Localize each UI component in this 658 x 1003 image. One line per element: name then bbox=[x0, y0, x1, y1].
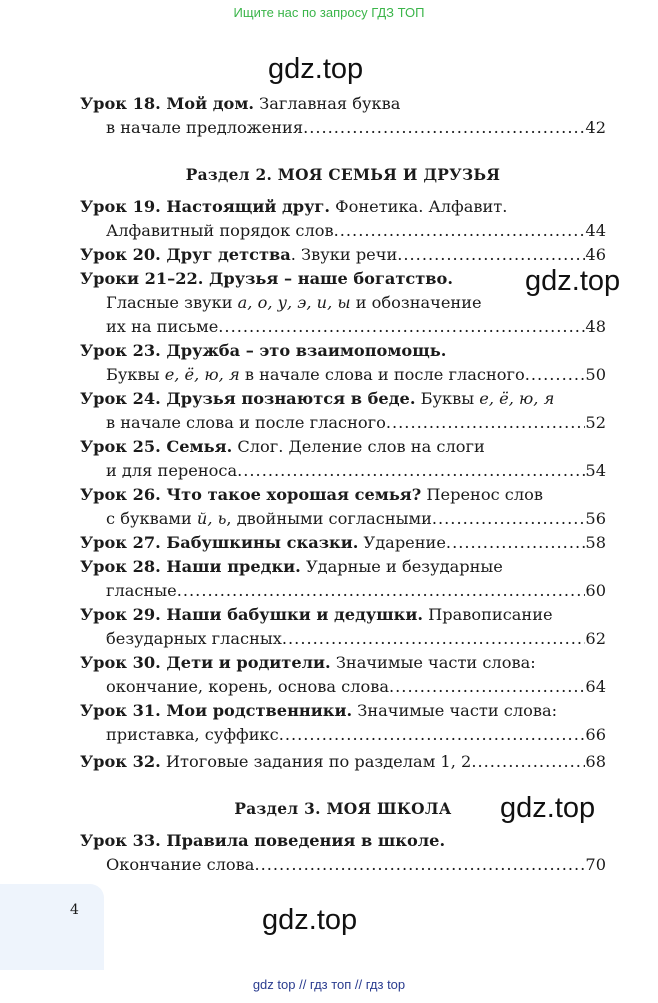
toc-line: Урок 18. Мой дом. Заглавная буква bbox=[80, 94, 401, 113]
page-ref: 48 bbox=[585, 317, 606, 336]
page-ref: 58 bbox=[585, 533, 606, 552]
page-ref: 68 bbox=[585, 752, 606, 771]
page-ref: 56 bbox=[585, 509, 606, 528]
toc-line[interactable]: в начале слова и после гласного ..... 52 bbox=[106, 411, 606, 435]
page-ref: 54 bbox=[585, 461, 606, 480]
toc-line[interactable]: Алфавитный порядок слов ..... 44 bbox=[106, 219, 606, 243]
page-ref: 46 bbox=[585, 245, 606, 264]
toc-line[interactable]: их на письме ..... 48 bbox=[106, 315, 606, 339]
toc-line[interactable]: Урок 27. Бабушкины сказки. Ударение ..... 58 bbox=[80, 531, 606, 555]
toc-line[interactable]: приставка, суффикс ..... 66 bbox=[106, 723, 606, 747]
page-ref: 44 bbox=[585, 221, 606, 240]
toc-line[interactable]: в начале предложения ..... 42 bbox=[106, 116, 606, 140]
page-ref: 66 bbox=[585, 725, 606, 744]
toc-line[interactable]: гласные ..... 60 bbox=[106, 579, 606, 603]
toc-line: Урок 26. Что такое хорошая семья? Перенос слов bbox=[80, 485, 543, 504]
page-corner bbox=[0, 884, 104, 970]
toc-line: Урок 23. Дружба – это взаимопомощь. bbox=[80, 341, 447, 360]
page-ref: 60 bbox=[585, 581, 606, 600]
toc-line[interactable]: Окончание слова ..... 70 bbox=[106, 853, 606, 877]
toc-line: Урок 28. Наши предки. Ударные и безударные bbox=[80, 557, 503, 576]
toc-line: Урок 30. Дети и родители. Значимые части слова: bbox=[80, 653, 536, 672]
toc-line: Урок 24. Друзья познаются в беде. Буквы е, ё, ю, я bbox=[80, 389, 555, 408]
top-banner: Ищите нас по запросу ГДЗ ТОП bbox=[233, 5, 425, 20]
section-heading: Раздел 3. МОЯ ШКОЛА bbox=[234, 800, 452, 818]
toc-line: Урок 33. Правила поведения в школе. bbox=[80, 831, 446, 850]
section-heading: Раздел 2. МОЯ СЕМЬЯ И ДРУЗЬЯ bbox=[185, 166, 501, 184]
toc-line: Урок 31. Мои родственники. Значимые части слова: bbox=[80, 701, 558, 720]
toc-line[interactable]: окончание, корень, основа слова ..... 64 bbox=[106, 675, 606, 699]
toc-line[interactable]: безударных гласных ..... 62 bbox=[106, 627, 606, 651]
watermark: gdz.top bbox=[525, 265, 621, 297]
page-ref: 50 bbox=[585, 365, 606, 384]
toc-line[interactable]: Буквы е, ё, ю, я в начале слова и после гласного ..... 50 bbox=[106, 363, 606, 387]
page-ref: 70 bbox=[585, 855, 606, 874]
page-ref: 52 bbox=[585, 413, 606, 432]
toc-line: Гласные звуки а, о, у, э, и, ы и обозначение bbox=[106, 293, 482, 312]
toc-line: Уроки 21–22. Друзья – наше богатство. bbox=[80, 269, 453, 288]
toc-line: Урок 19. Настоящий друг. Фонетика. Алфавит. bbox=[80, 197, 508, 216]
watermark: gdz.top bbox=[262, 904, 358, 936]
toc-line[interactable]: с буквами й, ь, двойными согласными ..... 56 bbox=[106, 507, 606, 531]
page-ref: 64 bbox=[585, 677, 606, 696]
toc-line[interactable]: Урок 32. Итоговые задания по разделам 1, 2 ..... 68 bbox=[80, 750, 606, 774]
toc-line[interactable]: и для переноса ..... 54 bbox=[106, 459, 606, 483]
toc-line: Урок 25. Семья. Слог. Деление слов на слоги bbox=[80, 437, 485, 456]
page-ref: 42 bbox=[585, 118, 606, 137]
watermark: gdz.top bbox=[500, 792, 596, 824]
page-number: 4 bbox=[70, 902, 79, 918]
page-ref: 62 bbox=[585, 629, 606, 648]
footer-links[interactable]: gdz top // гдз топ // гдз top bbox=[252, 977, 406, 992]
watermark: gdz.top bbox=[268, 53, 364, 85]
toc-line: Урок 29. Наши бабушки и дедушки. Правописание bbox=[80, 605, 553, 624]
toc-line[interactable]: Урок 20. Друг детства. Звуки речи ..... 46 bbox=[80, 243, 606, 267]
